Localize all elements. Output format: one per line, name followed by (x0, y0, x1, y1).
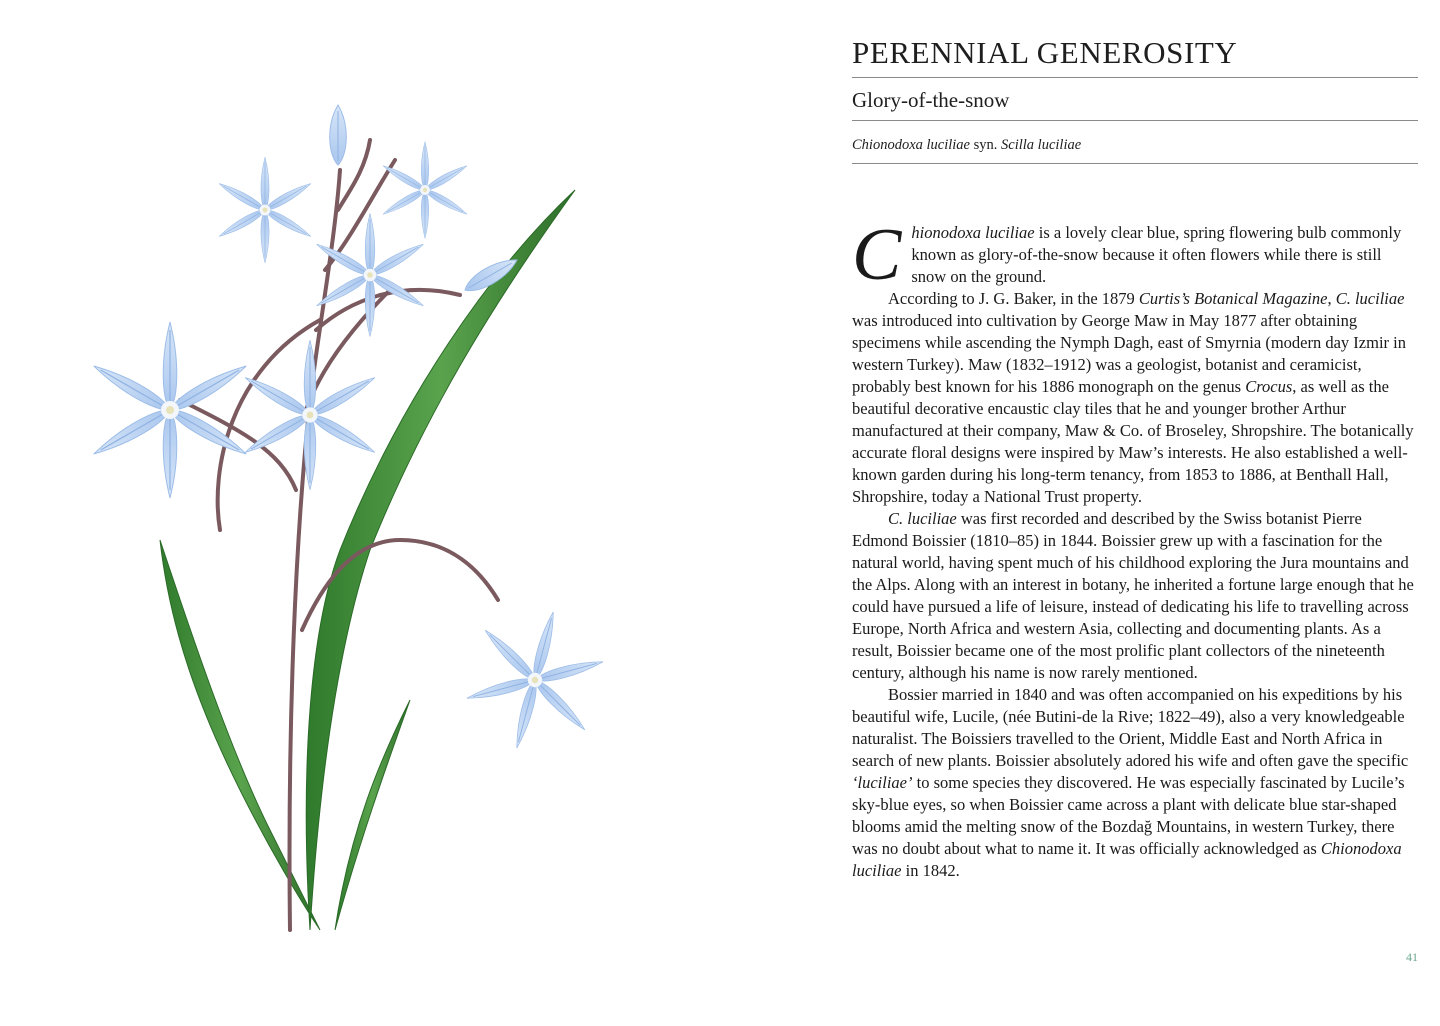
flower-top-left (217, 157, 313, 263)
text: , (1327, 289, 1336, 308)
text: is a lovely clear blue, spring flowering bulb commonly known as glory-of-the-snow because it often flowers while there is still snow on the ground. (911, 223, 1402, 286)
plant-common-name: Glory-of-the-snow (852, 88, 1010, 112)
paragraph-1 (852, 214, 1418, 296)
divider (852, 163, 1418, 164)
latin-syn: syn. (970, 137, 1002, 153)
text-italic: C. luciliae (888, 509, 957, 528)
chionodoxa-illustration (20, 70, 660, 950)
text: , as well as the beautiful decorative encaustic clay tiles that he and younger brother Arthur manufactured at their company, Maw & Co. of Broseley, Shropshire. The botanically accurate floral designs were inspired by Maw’s interests. He also established a well-known garden during his long-term tenancy, from 1853 to 1886, at Benthall Hall, Shropshire, today a National Trust property. (852, 377, 1414, 506)
text-italic: Chionodoxa luciliae (852, 839, 1402, 880)
text: Bossier married in 1840 and was often accompanied on his expeditions by his beautiful wife, Lucile, (née Butini-de la Rive; 1822–49), also a very knowledgeable naturalist. The Boissiers travelled to the Orient, Middle East and North Africa in search of new plants. Boissier absolutely adored his wife and often gave the specific (852, 685, 1409, 770)
text-italic: ‘luciliae’ (852, 773, 913, 792)
flower-top-right (381, 142, 469, 239)
right-page (852, 0, 1418, 1026)
article-body (852, 214, 1418, 882)
paragraph-4 (852, 684, 1418, 882)
plant-latin-name (852, 135, 1418, 155)
bud-top (330, 105, 347, 165)
text-italic: C. luciliae (1335, 289, 1405, 308)
latin-name-primary: Chionodoxa luciliae (852, 137, 970, 153)
section-title: PERENNIAL GENEROSITY (852, 35, 1238, 70)
text-italic: Crocus (1245, 377, 1293, 396)
flower-large-left (90, 322, 249, 498)
text-italic: hionodoxa luciliae (911, 223, 1035, 242)
page-number: 41 (1406, 950, 1418, 964)
drop-cap: C (852, 214, 902, 296)
flower-center (242, 340, 377, 490)
text: According to J. G. Baker, in the 1879 (888, 289, 1139, 308)
divider (852, 120, 1418, 121)
divider (852, 77, 1418, 78)
text-italic: Curtis’s Botanical Magazine (1138, 289, 1328, 308)
paragraph-2 (852, 288, 1418, 508)
leaf-right (335, 700, 410, 930)
text: to some species they discovered. He was especially fascinated by Lucile’s sky-blue eyes, so when Boissier came across a plant with delicate blue star-shaped blooms amid the melting snow of the Bozdağ Mountains, in western Turkey, there was no doubt about what to name it. It was officially acknowledged as (852, 773, 1405, 858)
text: in 1842. (901, 861, 960, 880)
text: was first recorded and described by the Swiss botanist Pierre Edmond Boissier (1810–85) in 1844. Boissier grew up with a fascination for the natural world, having spent much of his childhood exploring the Jura mountains and the Alps. Along with an interest in botany, he inherited a fortune large enough that he could have pursued a life of leisure, instead of dedicating his life to travelling across Europe, North Africa and western Asia, collecting and documenting plants. As a result, Boissier became one of the most prolific plant collectors of the nineteenth century, although his name is now rarely mentioned. (852, 509, 1414, 682)
latin-name-synonym: Scilla luciliae (1001, 137, 1082, 153)
paragraph-3 (852, 508, 1418, 684)
flower-lower-right (455, 596, 614, 765)
text: was introduced into cultivation by George Maw in May 1877 after obtaining specimens while ascending the Nymph Dagh, east of Smyrnia (modern day Izmir in western Turkey). Maw (1832–1912) was a geologist, botanist and ceramicist, probably best known for his 1886 monograph on the genus (852, 311, 1406, 396)
